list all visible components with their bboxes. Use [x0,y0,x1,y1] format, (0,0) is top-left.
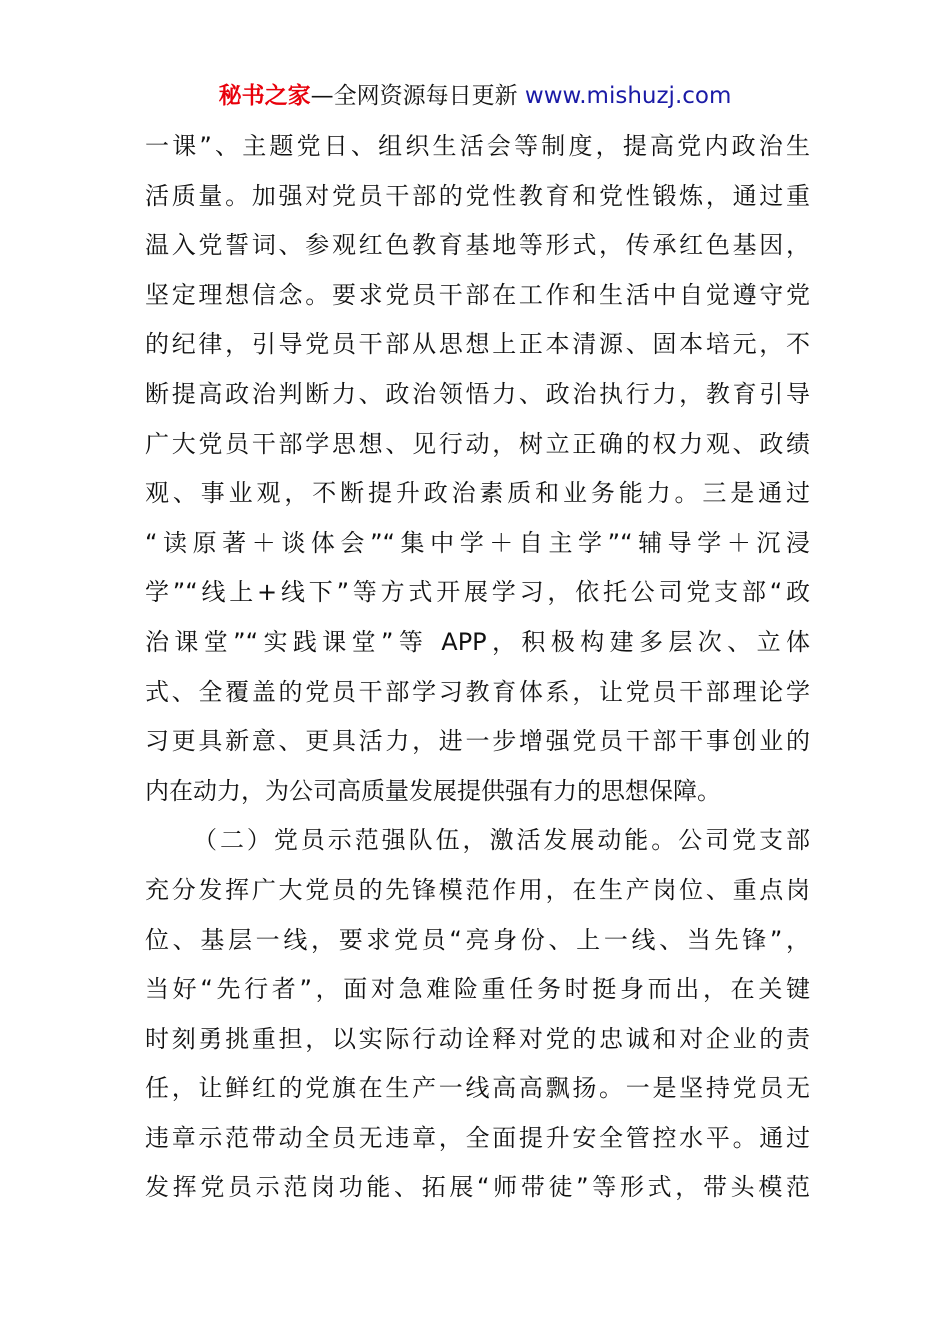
site-url-link[interactable]: www.mishuzj.com [524,83,732,109]
text-line: 活质量。加强对党员干部的党性教育和党性锻炼，通过重 [145,181,810,210]
text-line: 式、全覆盖的党员干部学习教育体系，让党员干部理论学 [145,677,810,706]
text-line: 一课”、主题党日、组织生活会等制度，提高党内政治生 [145,132,810,160]
site-brand: 秘书之家 [218,83,311,109]
text-line: 治课堂”“实践课堂”等 APP，积极构建多层次、立体 [145,627,810,656]
site-header [0,80,950,112]
text-line: 坚定理想信念。要求党员干部在工作和生活中自觉遵守党 [145,280,810,309]
text-line: 违章示范带动全员无违章，全面提升安全管控水平。通过 [145,1123,810,1152]
text-line: 温入党誓词、参观红色教育基地等形式，传承红色基因， [145,231,810,260]
text-line: 位、基层一线，要求党员“亮身份、上一线、当先锋”， [145,925,810,954]
site-tagline: —全网资源每日更新 [310,83,518,109]
text-line: 习更具新意、更具活力，进一步增强党员干部干事创业的 [145,727,810,756]
text-line: 充分发挥广大党员的先锋模范作用，在生产岗位、重点岗 [145,875,810,904]
document-body [145,122,810,1213]
text-line: 广大党员干部学思想、见行动，树立正确的权力观、政绩 [145,429,810,458]
text-line: 学”“线上+线下”等方式开展学习，依托公司党支部“政 [145,578,810,607]
text-line: 任，让鲜红的党旗在生产一线高高飘扬。一是坚持党员无 [145,1074,810,1103]
text-line: 观、事业观，不断提升政治素质和业务能力。三是通过 [145,479,810,508]
text-line: 时刻勇挑重担，以实际行动诠释对党的忠诚和对企业的责 [145,1024,810,1053]
text-line: 断提高政治判断力、政治领悟力、政治执行力，教育引导 [145,379,810,408]
text-line: 的纪律，引导党员干部从思想上正本清源、固本培元，不 [145,330,810,359]
text-line: 发挥党员示范岗功能、拓展“师带徒”等形式，带头模范 [145,1173,810,1202]
text-line: 当好“先行者”，面对急难险重任务时挺身而出，在关键 [145,975,810,1004]
text-line: “读原著＋谈体会”“集中学＋自主学”“辅导学＋沉浸 [145,528,810,557]
section-heading-line: （二）党员示范强队伍，激活发展动能。公司党支部 [193,826,810,855]
text-line: 内在动力，为公司高质量发展提供强有力的思想保障。 [145,776,721,805]
